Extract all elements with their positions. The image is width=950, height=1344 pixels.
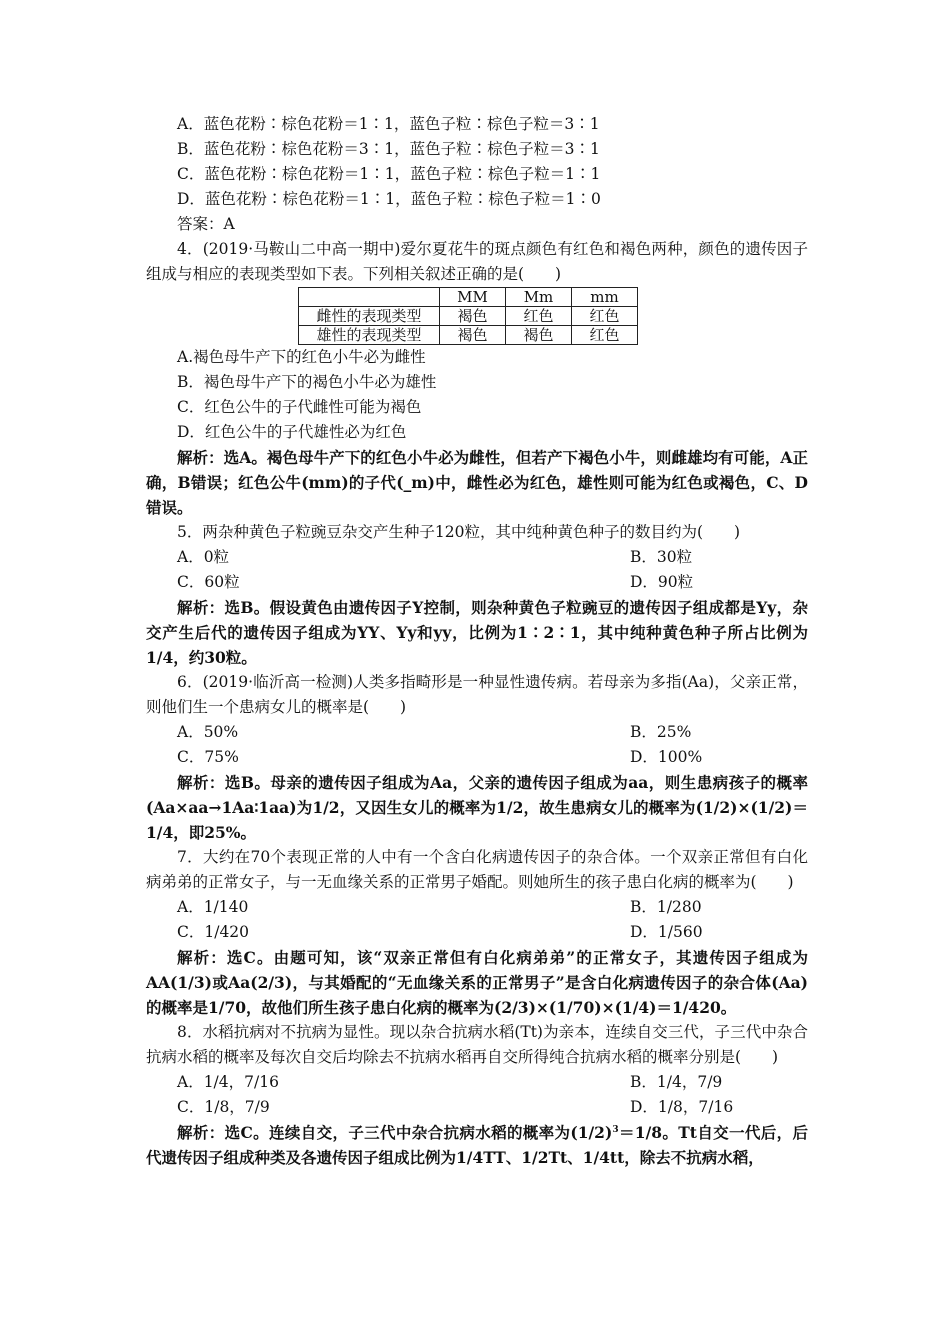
q6-option-a: A．50%: [177, 723, 239, 741]
q8-analysis: [146, 1120, 808, 1170]
q4-option-d: D．红色公牛的子代雄性必为红色: [177, 423, 407, 441]
q3-answer: 答案：A: [177, 215, 235, 233]
q3-option-a: A．蓝色花粉∶棕色花粉＝1∶1，蓝色子粒∶棕色子粒＝3∶1: [177, 115, 600, 133]
table-header: mm: [572, 288, 638, 307]
q8-analysis-part-2: ＝1/8。Tt自交一代后，后代遗传因子组成种类及各遗传因子组成比例为1/4TT、1/2Tt、1/4tt，除去不抗病水稻，: [146, 1123, 808, 1167]
q7-option-d: D．1/560: [630, 923, 703, 941]
q7-option-c: C．1/420: [177, 923, 250, 941]
q5-stem: 5．两杂种黄色子粒豌豆杂交产生种子120粒，其中纯种黄色种子的数目约为( ): [177, 523, 741, 541]
q6-option-b: B．25%: [630, 723, 692, 741]
q4-option-b: B．褐色母牛产下的褐色小牛必为雄性: [177, 373, 437, 391]
q6-option-c: C．75%: [177, 748, 239, 766]
table-row: [299, 307, 638, 326]
table-cell: 雄性的表现类型: [299, 326, 440, 345]
q5-analysis: 解析：选B。假设黄色由遗传因子Y控制，则杂种黄色子粒豌豆的遗传因子组成都是Yy，杂交产生后代的遗传因子组成为YY、Yy和yy，比例为1∶2∶1，其中纯种黄色种子所占比例为1/4，约30粒。: [146, 598, 808, 667]
table-cell: 红色: [506, 307, 572, 326]
table-cell: 褐色: [506, 326, 572, 345]
q8-option-c: C．1/8，7/9: [177, 1098, 270, 1116]
table-cell: [299, 288, 440, 307]
table-row: [299, 326, 638, 345]
q6-analysis: 解析：选B。母亲的遗传因子组成为Aa，父亲的遗传因子组成为aa，则生患病孩子的概率(Aa×aa→1Aa∶1aa)为1/2，又因生女儿的概率为1/2，故生患病女儿的概率为(1/2)×(1/2)＝1/4，即25%。: [146, 773, 808, 842]
q3-option-c: C．蓝色花粉∶棕色花粉＝1∶1，蓝色子粒∶棕色子粒＝1∶1: [177, 165, 601, 183]
document-page: [146, 112, 808, 1170]
q8-analysis-part-1: 解析：选C。连续自交，子三代中杂合抗病水稻的概率为(1/2): [177, 1123, 613, 1142]
table-cell: 红色: [572, 326, 638, 345]
q7-option-a: A．1/140: [177, 898, 249, 916]
q7-stem: 7．大约在70个表现正常的人中有一个含白化病遗传因子的杂合体。一个双亲正常但有白化病弟弟的正常女子，与一无血缘关系的正常男子婚配。则她所生的孩子患白化病的概率为( ): [146, 848, 808, 891]
q8-option-b: B．1/4，7/9: [630, 1073, 723, 1091]
q8-analysis-exponent: 3: [612, 1124, 619, 1135]
q5-option-d: D．90粒: [630, 573, 694, 591]
q5-option-c: C．60粒: [177, 573, 240, 591]
q4-stem: 4．(2019·马鞍山二中高一期中)爱尔夏花牛的斑点颜色有红色和褐色两种，颜色的遗传因子组成与相应的表现类型如下表。下列相关叙述正确的是( ): [146, 240, 808, 283]
q7-options-row-1: [146, 895, 808, 920]
q5-options-row-1: [146, 545, 808, 570]
q6-options-row-2: [146, 745, 808, 770]
q8-option-a: A．1/4，7/16: [177, 1073, 279, 1091]
q4-option-c: C．红色公牛的子代雌性可能为褐色: [177, 398, 422, 416]
q5-option-a: A．0粒: [177, 548, 230, 566]
q8-options-row-2: [146, 1095, 808, 1120]
q5-option-b: B．30粒: [630, 548, 693, 566]
table-cell: 褐色: [440, 307, 506, 326]
q5-options-row-2: [146, 570, 808, 595]
table-header-row: [299, 288, 638, 307]
table-header: MM: [440, 288, 506, 307]
q6-options-row-1: [146, 720, 808, 745]
q6-stem: 6．(2019·临沂高一检测)人类多指畸形是一种显性遗传病。若母亲为多指(Aa)，父亲正常，则他们生一个患病女儿的概率是( ): [146, 673, 808, 716]
table-header: Mm: [506, 288, 572, 307]
q4-option-a: A.褐色母牛产下的红色小牛必为雌性: [177, 348, 426, 366]
table-cell: 褐色: [440, 326, 506, 345]
table-cell: 红色: [572, 307, 638, 326]
q7-analysis: 解析：选C。由题可知，该“双亲正常但有白化病弟弟”的正常女子，其遗传因子组成为AA(1/3)或Aa(2/3)，与其婚配的“无血缘关系的正常男子”是含白化病遗传因子的杂合体(Aa)的概率是1/70，故他们所生孩子患白化病的概率为(2/3)×(1/70)×(1/4)＝1/420。: [146, 948, 808, 1017]
q8-option-d: D．1/8，7/16: [630, 1098, 734, 1116]
q8-stem: 8．水稻抗病对不抗病为显性。现以杂合抗病水稻(Tt)为亲本，连续自交三代，子三代中杂合抗病水稻的概率及每次自交后均除去不抗病水稻再自交所得纯合抗病水稻的概率分别是( ): [146, 1023, 808, 1066]
q6-option-d: D．100%: [630, 748, 703, 766]
q7-options-row-2: [146, 920, 808, 945]
q4-analysis: 解析：选A。褐色母牛产下的红色小牛必为雌性，但若产下褐色小牛，则雌雄均有可能，A正确，B错误；红色公牛(mm)的子代(_m)中，雌性必为红色，雄性则可能为红色或褐色，C、D错误。: [146, 448, 808, 517]
q3-option-b: B．蓝色花粉∶棕色花粉＝3∶1，蓝色子粒∶棕色子粒＝3∶1: [177, 140, 600, 158]
q4-table: [298, 287, 638, 345]
q3-option-d: D．蓝色花粉∶棕色花粉＝1∶1，蓝色子粒∶棕色子粒＝1∶0: [177, 190, 601, 208]
q7-option-b: B．1/280: [630, 898, 702, 916]
q8-options-row-1: [146, 1070, 808, 1095]
table-cell: 雌性的表现类型: [299, 307, 440, 326]
